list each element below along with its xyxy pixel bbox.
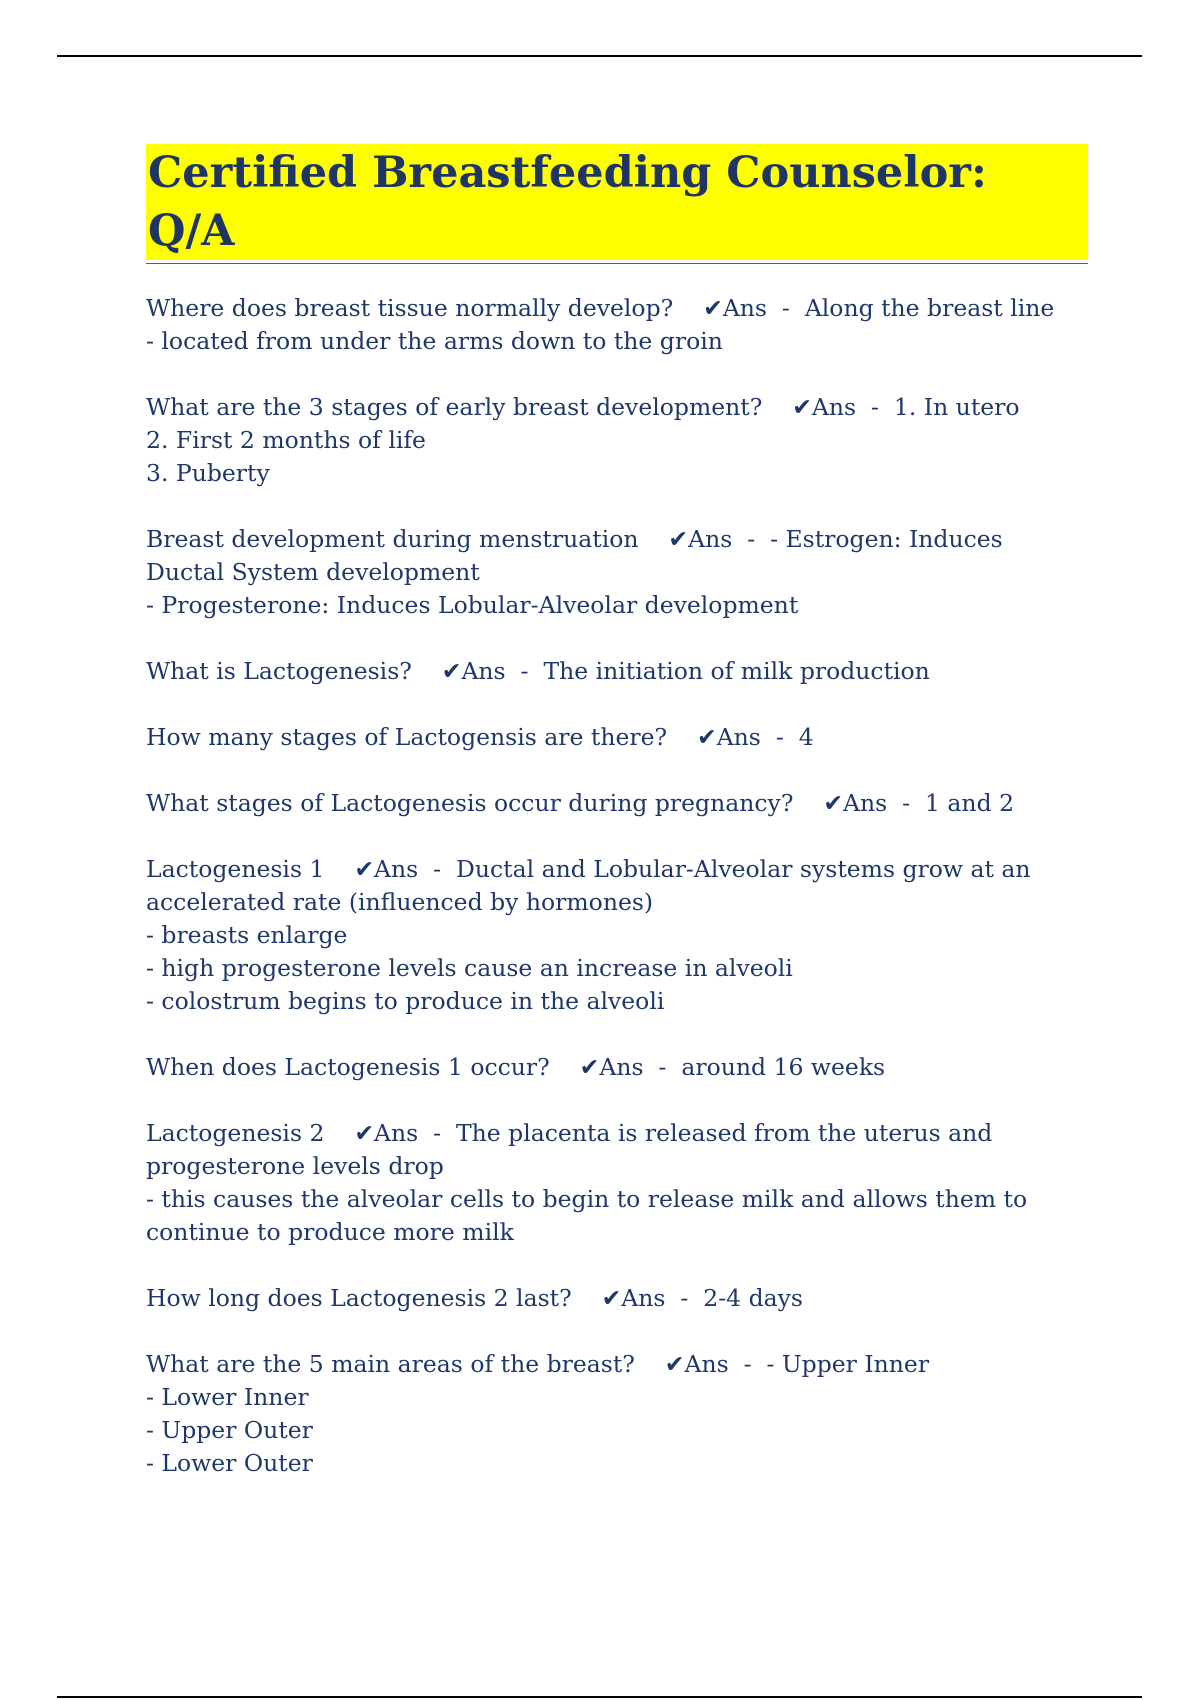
qa-item — [146, 292, 1088, 358]
ans-marker: ✔Ans — [792, 393, 857, 421]
ans-separator — [635, 1350, 665, 1378]
answer-line: - high progesterone levels cause an increase in alveoli — [146, 954, 793, 982]
qa-first-line — [146, 1348, 1088, 1381]
answer-text: 1. In utero — [893, 393, 1020, 421]
ans-dash: - — [856, 393, 894, 421]
answer-text: The initiation of milk production — [543, 657, 930, 685]
qa-item — [146, 391, 1088, 490]
footer-rule — [57, 1696, 1142, 1698]
answer-line: - colostrum begins to produce in the alveoli — [146, 987, 665, 1015]
ans-marker: ✔Ans — [664, 1350, 729, 1378]
question-text: Where does breast tissue normally develop? — [146, 294, 674, 322]
ans-separator — [762, 393, 792, 421]
ans-separator — [572, 1284, 602, 1312]
qa-item — [146, 1051, 1088, 1084]
ans-marker: ✔Ans — [601, 1284, 666, 1312]
ans-dash: - — [665, 1284, 704, 1312]
qa-item — [146, 1117, 1088, 1249]
answer-text: - Upper Inner — [766, 1350, 930, 1378]
ans-separator — [412, 657, 442, 685]
ans-dash: - — [643, 1053, 682, 1081]
title-underline — [146, 263, 1088, 264]
answer-line: 2. First 2 months of life — [146, 426, 426, 454]
answer-text: Ductal and Lobular-Alveolar systems grow at an accelerated rate (influenced by hormones) — [146, 855, 1039, 916]
question-text: How many stages of Lactogensis are there? — [146, 723, 668, 751]
question-text: What are the 5 main areas of the breast? — [146, 1350, 635, 1378]
ans-dash: - — [728, 1350, 767, 1378]
question-text: Lactogenesis 1 — [146, 855, 325, 883]
qa-item — [146, 523, 1088, 622]
qa-first-line — [146, 391, 1088, 424]
ans-marker: ✔Ans — [354, 1119, 419, 1147]
ans-marker: ✔Ans — [703, 294, 767, 322]
qa-first-line — [146, 523, 1088, 589]
qa-first-line — [146, 655, 1088, 688]
question-text: When does Lactogenesis 1 occur? — [146, 1053, 550, 1081]
qa-item — [146, 853, 1088, 1018]
answer-line: - Progesterone: Induces Lobular-Alveolar development — [146, 591, 799, 619]
answer-text: 1 and 2 — [925, 789, 1015, 817]
answer-text: The placenta is released from the uterus and progesterone levels drop — [146, 1119, 1000, 1180]
qa-list — [146, 292, 1088, 1480]
question-text: What are the 3 stages of early breast development? — [146, 393, 763, 421]
ans-separator — [324, 855, 354, 883]
qa-item — [146, 787, 1088, 820]
ans-dash: - — [505, 657, 544, 685]
qa-first-line — [146, 853, 1088, 919]
ans-dash: - — [418, 1119, 456, 1147]
qa-first-line — [146, 1051, 1088, 1084]
ans-marker: ✔Ans — [354, 855, 419, 883]
question-text: Lactogenesis 2 — [146, 1119, 325, 1147]
ans-dash: - — [887, 789, 925, 817]
ans-separator — [667, 723, 697, 751]
answer-text: - Estrogen: Induces Ductal System development — [146, 525, 1011, 586]
ans-marker: ✔Ans — [823, 789, 888, 817]
document-body — [146, 144, 1088, 1513]
ans-dash: - — [732, 525, 771, 553]
qa-first-line — [146, 1282, 1088, 1315]
question-text: What is Lactogenesis? — [146, 657, 412, 685]
ans-separator — [639, 525, 669, 553]
qa-first-line — [146, 721, 1088, 754]
qa-item — [146, 1282, 1088, 1315]
answer-line: - breasts enlarge — [146, 921, 348, 949]
header-rule — [57, 55, 1142, 57]
answer-line: - located from under the arms down to the groin — [146, 327, 723, 355]
question-text: What stages of Lactogenesis occur during pregnancy? — [146, 789, 794, 817]
answer-line: 3. Puberty — [146, 459, 270, 487]
answer-line: - Upper Outer — [146, 1416, 313, 1444]
question-text: Breast development during menstruation — [146, 525, 639, 553]
answer-line: - Lower Inner — [146, 1383, 309, 1411]
ans-marker: ✔Ans — [579, 1053, 644, 1081]
document-title: Certified Breastfeeding Counselor: Q/A — [146, 144, 1088, 260]
ans-separator — [324, 1119, 354, 1147]
qa-item — [146, 655, 1088, 688]
ans-dash: - — [418, 855, 456, 883]
answer-line: - Lower Outer — [146, 1449, 313, 1477]
ans-dash: - — [766, 294, 805, 322]
ans-marker: ✔Ans — [441, 657, 506, 685]
ans-separator — [550, 1053, 580, 1081]
answer-text: 4 — [798, 723, 814, 751]
ans-separator — [673, 294, 703, 322]
question-text: How long does Lactogenesis 2 last? — [146, 1284, 572, 1312]
ans-separator — [793, 789, 823, 817]
answer-text: Along the breast line — [804, 294, 1055, 322]
answer-text: 2-4 days — [703, 1284, 803, 1312]
qa-first-line — [146, 1117, 1088, 1183]
ans-marker: ✔Ans — [668, 525, 733, 553]
answer-text: around 16 weeks — [681, 1053, 886, 1081]
ans-marker: ✔Ans — [697, 723, 761, 751]
qa-item — [146, 1348, 1088, 1480]
qa-item — [146, 721, 1088, 754]
ans-dash: - — [760, 723, 799, 751]
qa-first-line — [146, 292, 1088, 325]
answer-line: - this causes the alveolar cells to begin to release milk and allows them to continue to produce more milk — [146, 1185, 1035, 1246]
qa-first-line — [146, 787, 1088, 820]
